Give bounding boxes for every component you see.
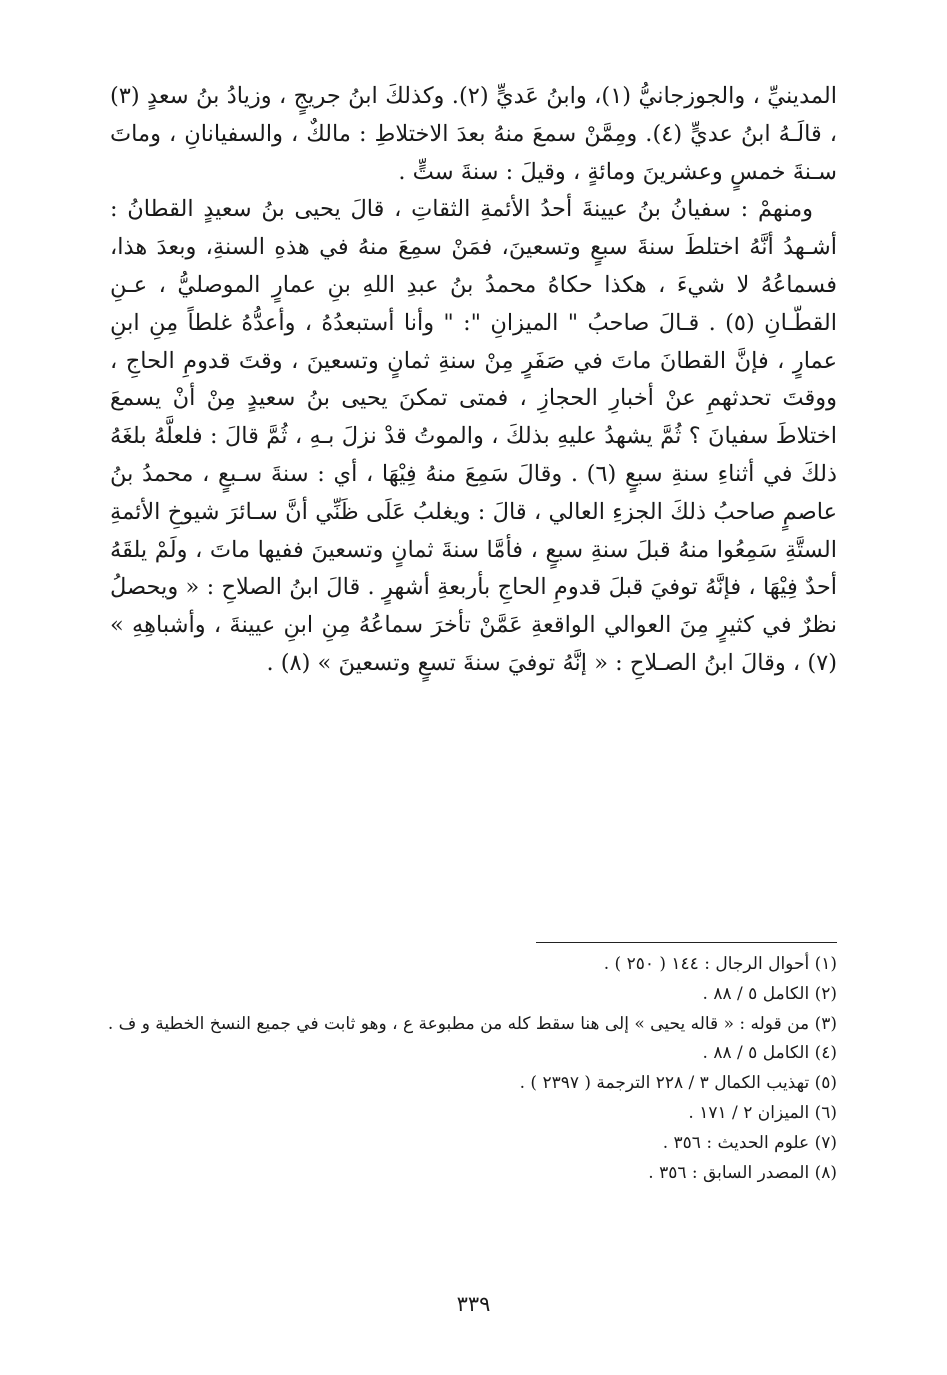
footnote-1: (١) أحوال الرجال : ١٤٤ ( ٢٥٠ ) .	[603, 954, 837, 974]
paragraph-1: المدينيِّ ، والجوزجانيُّ (١)، وابنُ عَديٍّ (٢). وكذلكَ ابنُ جريجٍ ، وزيادُ بنُ سعدٍ (٣) ، قالَـهُ ابنُ عديٍّ (٤). ومِمَّنْ سمعَ منهُ بعدَ الاختلاطِ : مالكٌ ، والسفيانانِ ، وماتَ سـنةَ خمسٍ وعشرينَ ومائةٍ ، وقيلَ : سنةَ ستٍّ .	[110, 83, 837, 185]
footnote-6: (٦) الميزان ٢ / ١٧١ .	[688, 1102, 837, 1123]
main-text	[110, 78, 837, 683]
footnote-8: (٨) المصدر السابق : ٣٥٦ .	[648, 1162, 837, 1183]
footnote-3: (٣) من قوله : « قاله يحيى » إلى هنا سقط كله من مطبوعة ع ، وهو ثابت في جميع النسخ الخطية و ف .	[107, 1013, 837, 1034]
footnote-4: (٤) الكامل ٥ / ٨٨ .	[702, 1043, 837, 1064]
footnote-separator	[536, 942, 837, 943]
footnote-7: (٧) علوم الحديث : ٣٥٦ .	[662, 1132, 837, 1153]
footnote-2: (٢) الكامل ٥ / ٨٨ .	[702, 983, 837, 1004]
footnote-5: (٥) تهذيب الكمال ٣ / ٢٢٨ الترجمة ( ٢٣٩٧ ) .	[519, 1073, 837, 1094]
footnotes	[90, 950, 837, 1188]
page-number: ٣٣٩	[456, 1292, 491, 1316]
paragraph-2: ومنهمْ : سفيانُ بنُ عيينةَ أحدُ الأئمةِ الثقاتِ ، قالَ يحيى بنُ سعيدٍ القطانُ : أشـهدُ أنَّهُ اختلطَ سنةَ سبعٍ وتسعينَ، فمَنْ سمِعَ منهُ في هذهِ السنةِ، وبعدَ هذا، فسماعُهُ لا شيءَ ، هكذا حكاهُ محمدُ بنُ عبدِ اللهِ بنِ عمارٍ الموصليُّ ، عـنِ القطّـانِ (٥) . قـالَ صاحبُ " الميزانِ ": " وأنا أستبعدُهُ ، وأعدُّهُ غلطاً مِنِ ابنِ عمارٍ ، فإنَّ القطانَ ماتَ في صَفَرٍ مِنْ سنةِ ثمانٍ وتسعينَ ، وقتَ قدومِ الحاجِ ، ووقتَ تحدثهمِ عنْ أخبارِ الحجازِ ، فمتى تمكنَ يحيى بنُ سعيدٍ مِنْ أنْ يسمعَ اختلاطَ سفيانَ ؟ ثُمَّ يشهدُ عليهِ بذلكَ ، والموتُ قدْ نزلَ بـهِ ، ثُمَّ قالَ : فلعلَّهُ بلغَهُ ذلكَ في أثناءِ سنةِ سبعٍ (٦) . وقالَ سَمِعَ منهُ فِيْهَا ، أي : سنةَ سـبعٍ ، محمدُ بنُ عاصمٍ صاحبُ ذلكَ الجزءِ العالي ، قالَ : ويغلبُ عَلَى ظَنِّي أنَّ سـائرَ شيوخِ الأئمةِ الستَّةِ سَمِعُوا منهُ قبلَ سنةِ سبعٍ ، فأمَّا سنةَ ثمانٍ وتسعينَ ففيها ماتَ ، ولَمْ يلقَهُ أحدٌ فِيْهَا ، فإنَّهُ توفيَ قبلَ قدومِ الحاجِ بأربعةِ أشهرٍ . قالَ ابنُ الصلاحِ : « ويحصلُ نظرٌ في كثيرٍ مِنَ العوالي الواقعةِ عَمَّنْ تأخرَ سماعُهُ مِنِ ابنِ عيينةَ ، وأشباهِهِ » (٧) ، وقالَ ابنُ الصـلاحِ : « إنَّهُ توفيَ سنةَ تسعٍ وتسعينَ » (٨) .	[110, 196, 837, 676]
